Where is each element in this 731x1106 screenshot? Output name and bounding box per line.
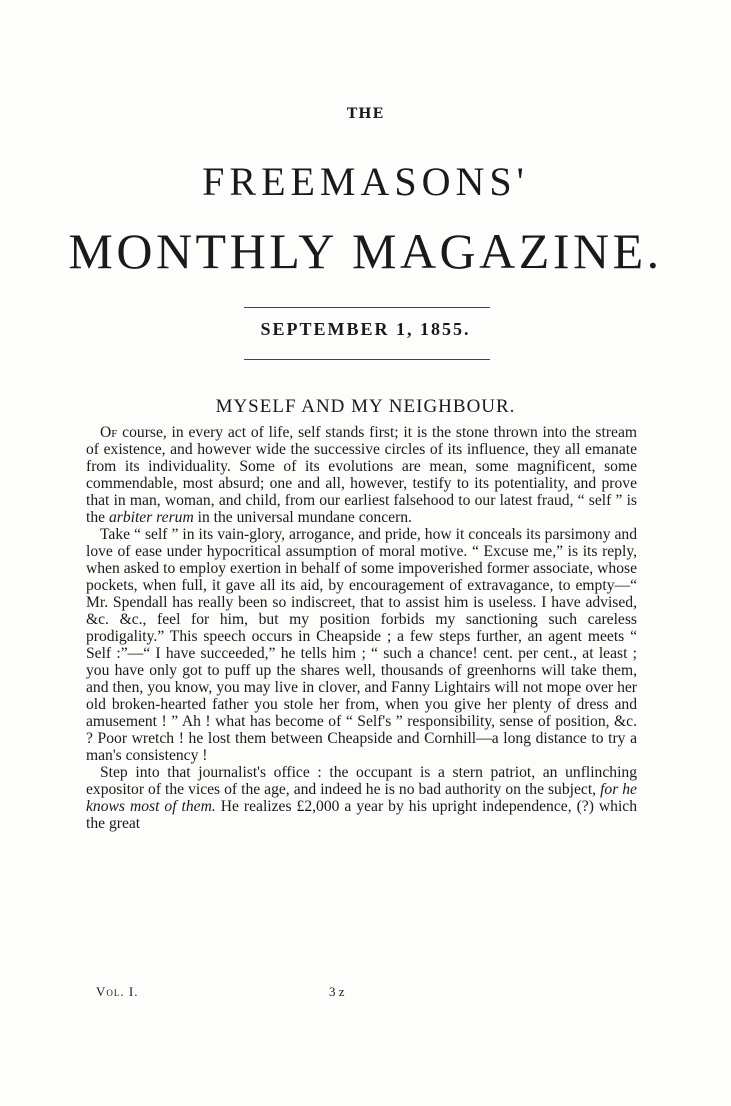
divider-rule-top	[244, 307, 490, 308]
article-title: MYSELF AND MY NEIGHBOUR.	[215, 396, 516, 417]
italic-phrase: for he knows most of them.	[86, 781, 637, 815]
divider-rule-bottom	[244, 359, 490, 360]
masthead-title-line2: MONTHLY MAGAZINE.	[68, 223, 663, 279]
article-paragraph-1	[86, 424, 637, 526]
italic-phrase: arbiter rerum	[108, 509, 194, 526]
paragraph-text: He realizes £2,000 a year by his upright independence, (?) which the great	[86, 798, 637, 832]
paragraph-text: course, in every act of life, self stands first; it is the stone thrown into the stream of existence, and however wide the successive circles of its influence, they all emanate from its individuality. Some of its evolutions are mean, some magnificent, some commendable, most absurd; one and all, however, testify to its potentiality, and prove that in man, woman, and child, from our earliest falsehood to our latest fraud, “ self ” is the	[86, 424, 637, 526]
drop-word: Of	[100, 424, 118, 441]
volume-label: Vol. I.	[96, 984, 139, 999]
article-paragraph-2: Take “ self ” in its vain-glory, arrogance, and pride, how it conceals its parsimony and love of ease under hypocritical assumption of moral motive. “ Excuse me,” is its reply, when asked to employ exertion in behalf of some impoverished former associate, whose pockets, when full, it gave all its aid, by encouragement of extravagance, to empty—“ Mr. Spendall has really been so indiscreet, that to assist him is useless. I have advised, &c. &c., feel for him, but my position forbids my sanctioning such careless prodigality.” This speech occurs in Cheapside ; a few steps further, an agent meets “ Self :”—“ I have succeeded,” he tells him ; “ such a chance! cent. per cent., at least ; you have only got to puff up the shares well, thousands of greenhorns will take them, and then, you know, you may live in clover, and Fanny Lightairs will not mope over her old broken-hearted father you stole her from, when you give her plenty of dress and amusement ! ” Ah ! what has become of “ Self's ” responsibility, sense of position, &c. ? Poor wretch ! he lost them between Cheapside and Cornhill—a long distance to try a man's consistency !	[86, 526, 637, 764]
paragraph-text: in the universal mundane concern.	[193, 509, 412, 526]
paragraph-text: Step into that journalist's office : the occupant is a stern patriot, an unflinching expositor of the vices of the age, and indeed he is no bad authority on the subject,	[86, 764, 637, 798]
masthead-title-line1: FREEMASONS'	[202, 159, 529, 204]
signature-mark: 3 z	[329, 984, 345, 999]
issue-date: SEPTEMBER 1, 1855.	[260, 319, 471, 339]
masthead-the: THE	[346, 106, 385, 122]
article-paragraph-3	[86, 764, 637, 832]
article-body	[86, 424, 637, 832]
